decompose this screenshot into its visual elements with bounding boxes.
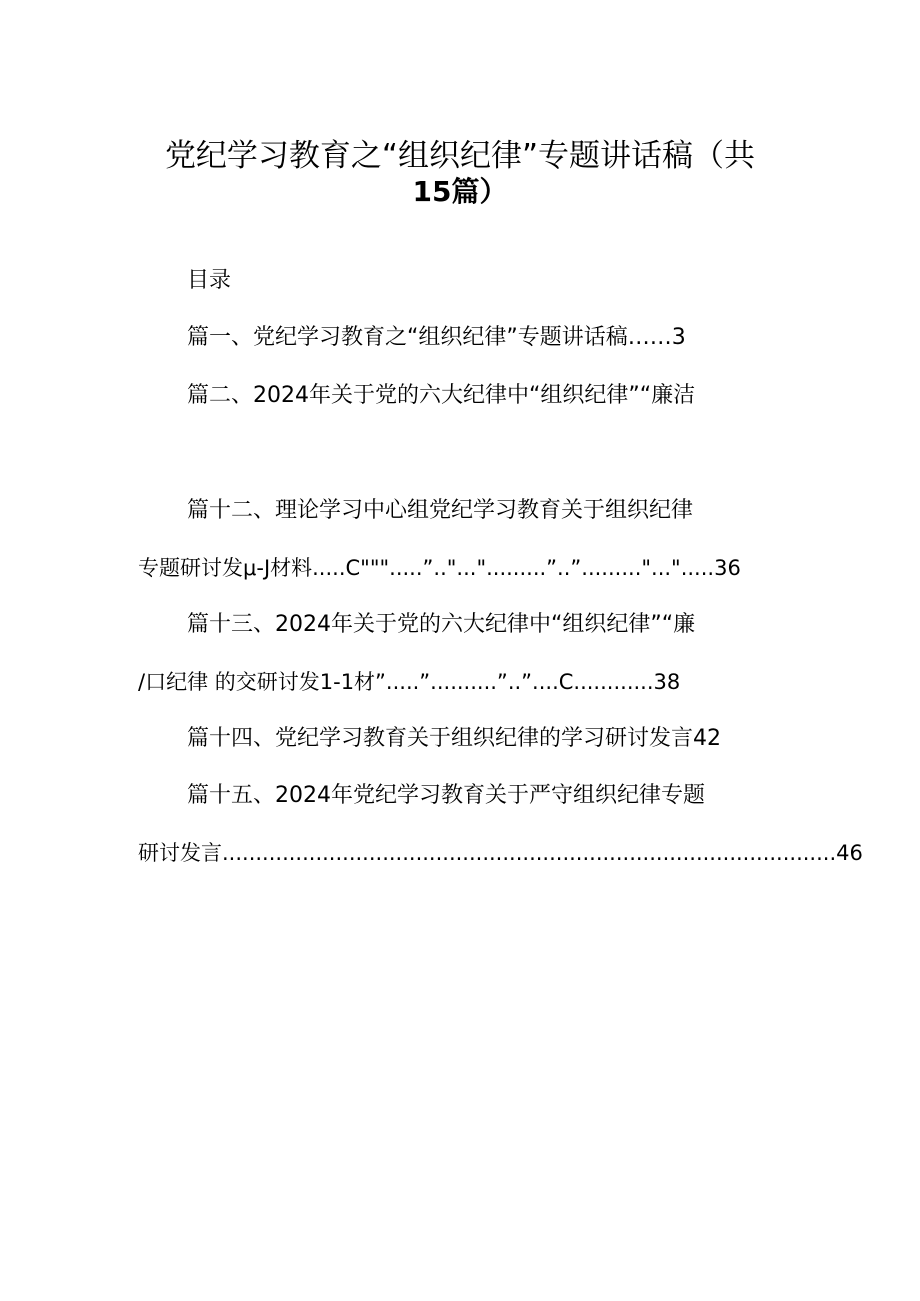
toc-entry: /口纪律 的交研讨发1-1材”.....”..........”..”....C............38 — [138, 670, 681, 694]
toc-entry: 篇二、2024年关于党的六大纪律中“组织纪律”“廉洁 — [187, 383, 696, 408]
toc-entry: 篇十四、党纪学习教育关于组织纪律的学习研讨发言42 — [187, 726, 721, 751]
toc-entry: 篇十三、2024年关于党的六大纪律中“组织纪律”“廉 — [187, 612, 696, 637]
toc-heading: 目录 — [187, 268, 232, 293]
toc-entry: 篇一、党纪学习教育之“组织纪律”专题讲话稿……3 — [187, 325, 686, 350]
document-title-line-2: 15篇） — [412, 175, 508, 208]
toc-entry: 篇十五、2024年党纪学习教育关于严守组织纪律专题 — [187, 783, 705, 808]
toc-entry: 专题研讨发μ-J材料.....C""".....”.."...".........”..”........."...".....36 — [138, 556, 741, 580]
document-title-line-1: 党纪学习教育之“组织纪律”专题讲话稿（共 — [164, 138, 756, 174]
toc-entry: 篇十二、理论学习中心组党纪学习教育关于组织纪律 — [187, 498, 694, 523]
toc-entry: 研讨发言............................................................................................46 — [138, 841, 863, 865]
